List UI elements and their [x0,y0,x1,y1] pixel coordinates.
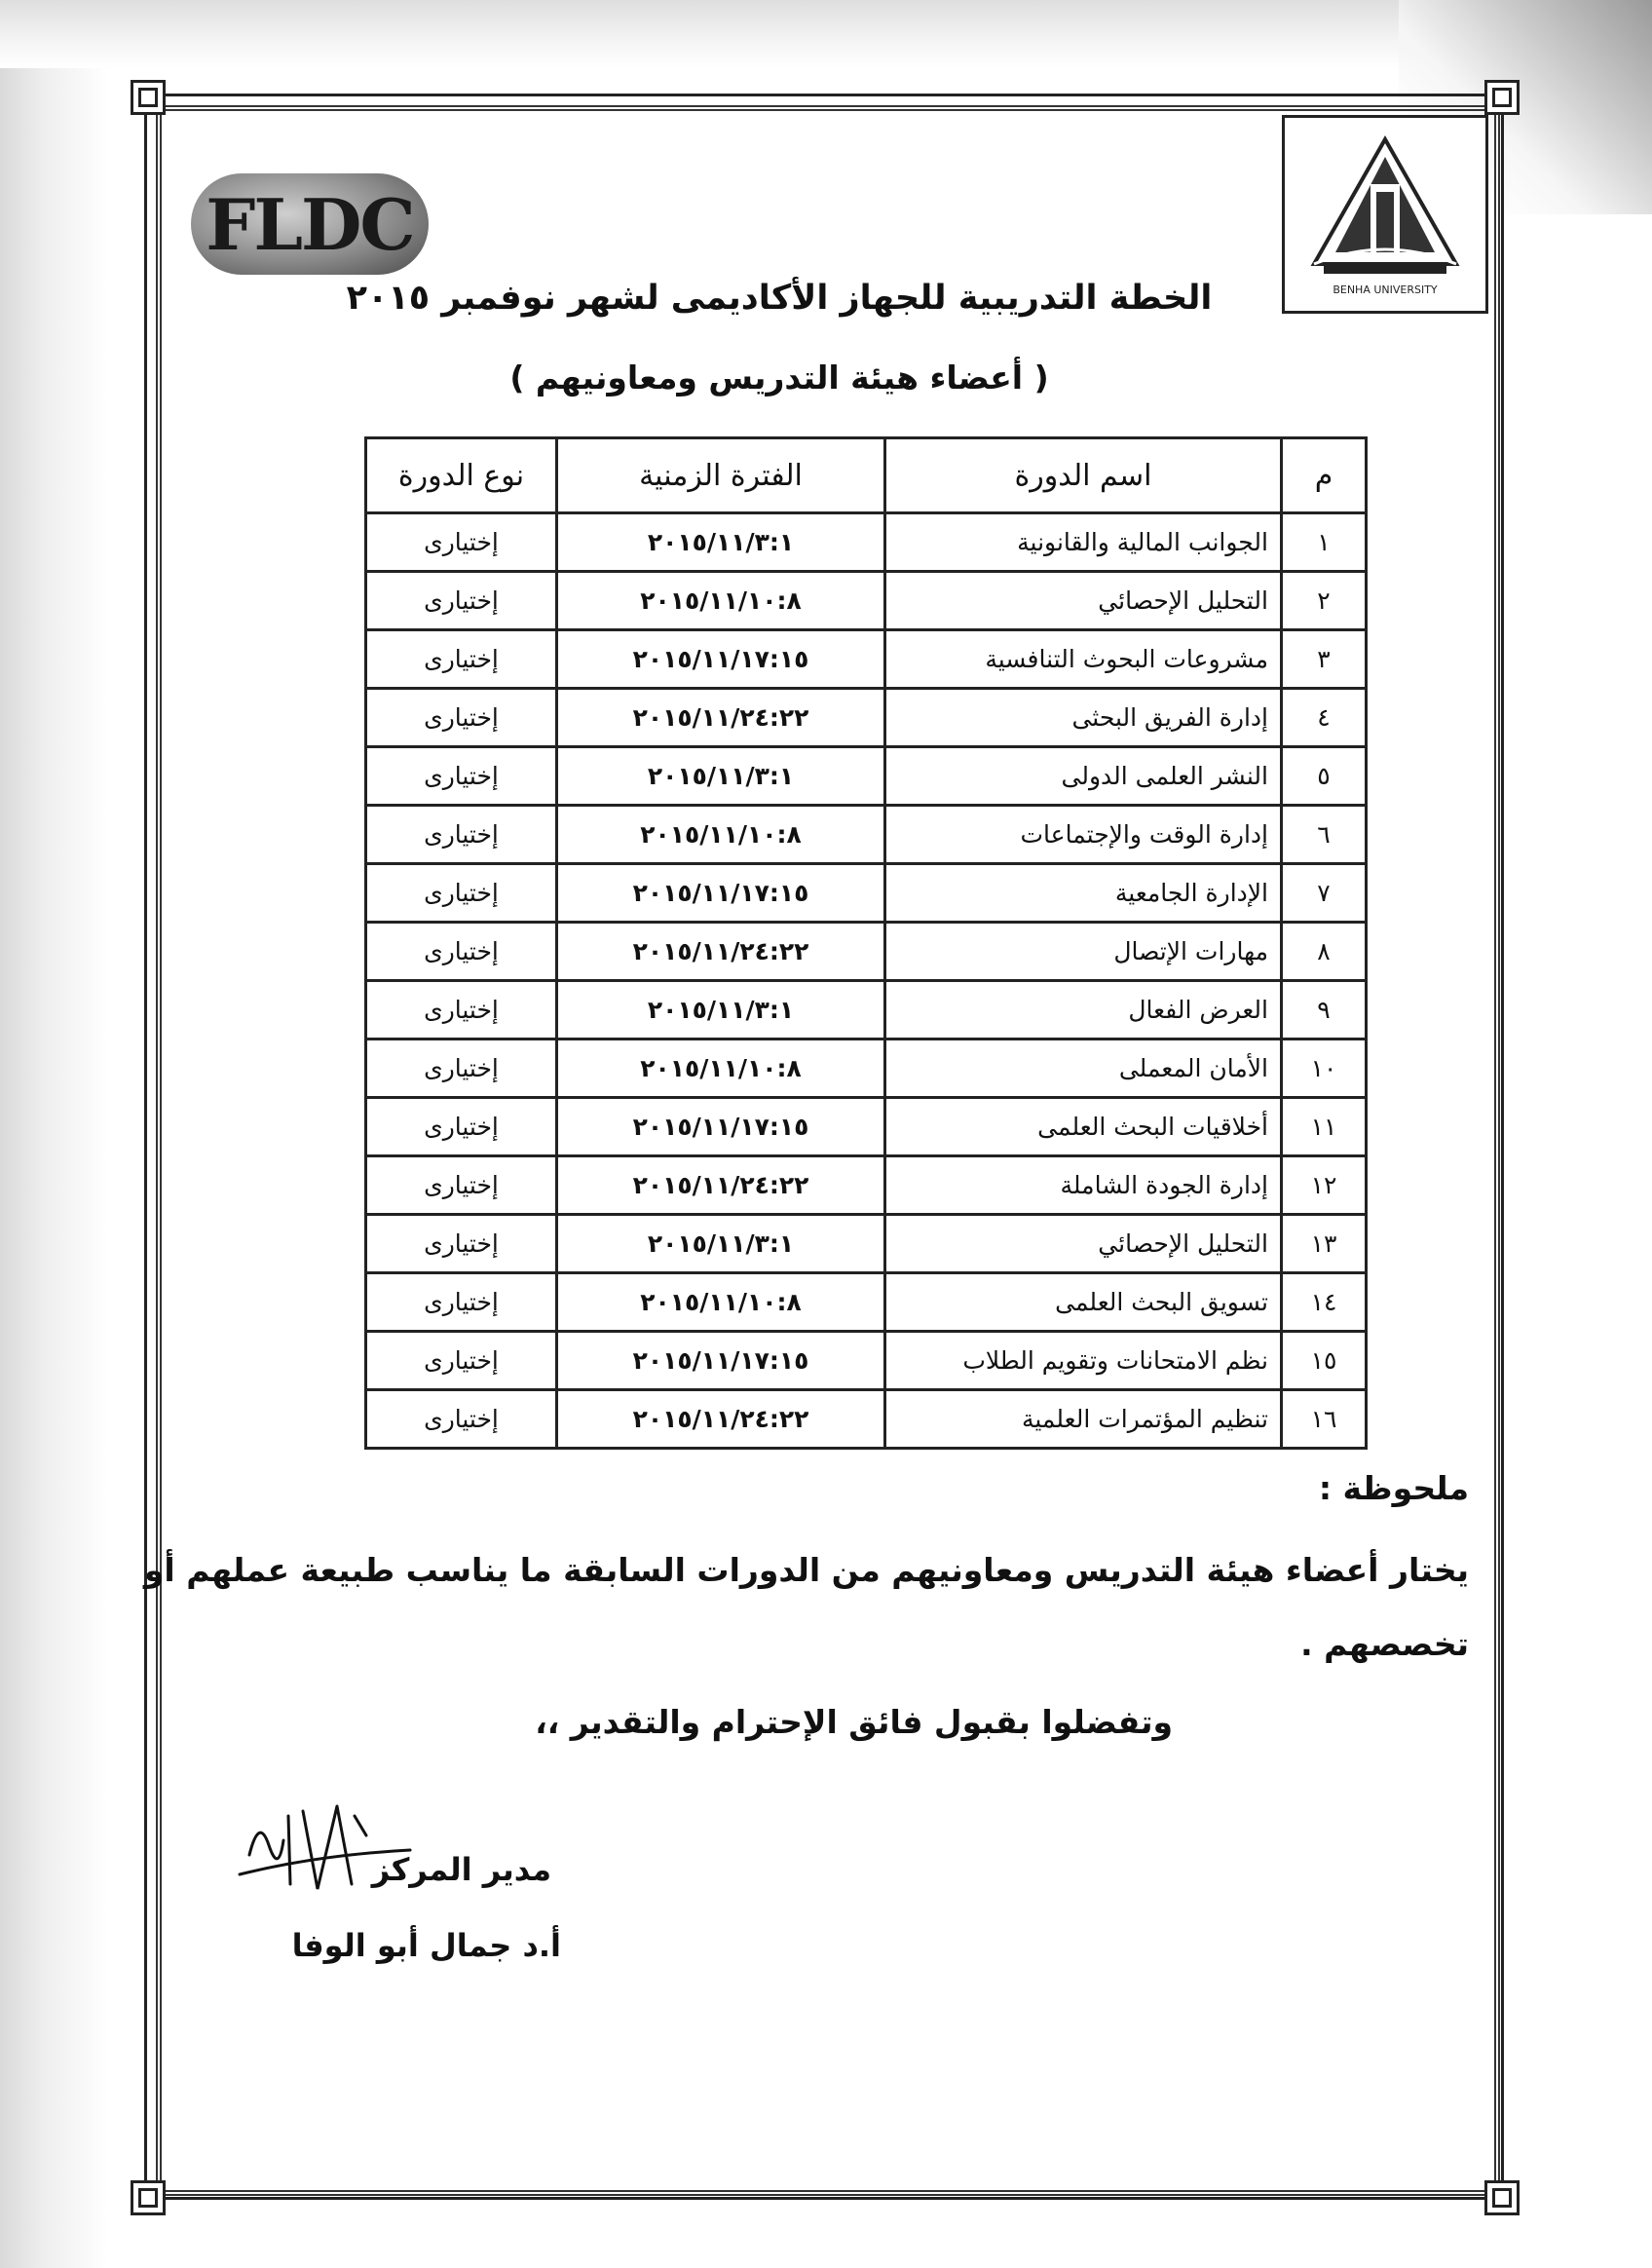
cell-number: ٢ [1282,572,1367,630]
cell-number: ٧ [1282,864,1367,923]
cell-number: ٩ [1282,981,1367,1040]
note-line-1: يختار أعضاء هيئة التدريس ومعاونيهم من الدورات السابقة ما يناسب طبيعة عملهم أو [143,1551,1469,1589]
cell-course-name: أخلاقيات البحث العلمى [885,1098,1282,1156]
courses-table-body [366,513,1367,1449]
cell-course-type: إختيارى [366,923,557,981]
cell-period: ٢٠١٥/١١/١٧:١٥ [557,630,885,689]
table-row [366,1040,1367,1098]
border-corner-top-right [1484,80,1520,115]
cell-number: ٤ [1282,689,1367,747]
cell-number: ٨ [1282,923,1367,981]
table-row [366,923,1367,981]
table-row [366,1215,1367,1273]
table-row [366,806,1367,864]
border-corner-bottom-right [1484,2180,1520,2215]
cell-course-name: التحليل الإحصائي [885,1215,1282,1273]
courses-table [364,436,1368,1450]
cell-course-type: إختيارى [366,1098,557,1156]
svg-text:BENHA UNIVERSITY: BENHA UNIVERSITY [1333,284,1438,296]
cell-course-type: إختيارى [366,1273,557,1332]
cell-number: ١٠ [1282,1040,1367,1098]
cell-number: ١١ [1282,1098,1367,1156]
cell-period: ٢٠١٥/١١/١٠:٨ [557,1040,885,1098]
fldc-logo [191,173,429,275]
note-line-2: تخصصهم . [1300,1625,1469,1663]
cell-number: ١٤ [1282,1273,1367,1332]
cell-course-name: النشر العلمى الدولى [885,747,1282,806]
col-header-number: م [1282,438,1367,513]
cell-period: ٢٠١٥/١١/١٧:١٥ [557,1332,885,1390]
cell-course-name: العرض الفعال [885,981,1282,1040]
cell-course-type: إختيارى [366,981,557,1040]
cell-period: ٢٠١٥/١١/١٠:٨ [557,806,885,864]
cell-number: ١٢ [1282,1156,1367,1215]
cell-course-name: مشروعات البحوث التنافسية [885,630,1282,689]
cell-number: ١ [1282,513,1367,572]
cell-course-type: إختيارى [366,1040,557,1098]
cell-number: ١٣ [1282,1215,1367,1273]
cell-number: ٦ [1282,806,1367,864]
cell-course-name: مهارات الإتصال [885,923,1282,981]
cell-course-name: الأمان المعملى [885,1040,1282,1098]
cell-course-type: إختيارى [366,1390,557,1449]
cell-course-type: إختيارى [366,689,557,747]
table-row [366,1390,1367,1449]
cell-number: ٣ [1282,630,1367,689]
cell-period: ٢٠١٥/١١/١٧:١٥ [557,1098,885,1156]
table-header-row [366,438,1367,513]
col-header-period: الفترة الزمنية [557,438,885,513]
cell-course-type: إختيارى [366,747,557,806]
cell-course-type: إختيارى [366,630,557,689]
note-label: ملحوظة : [1318,1469,1469,1507]
cell-number: ٥ [1282,747,1367,806]
table-row [366,630,1367,689]
cell-course-type: إختيارى [366,1215,557,1273]
col-header-course-type: نوع الدورة [366,438,557,513]
closing-text: وتفضلوا بقبول فائق الإحترام والتقدير ،، [535,1703,1173,1741]
cell-course-type: إختيارى [366,1332,557,1390]
scan-shadow-left [0,0,107,2268]
cell-course-name: تنظيم المؤتمرات العلمية [885,1390,1282,1449]
cell-course-name: الجوانب المالية والقانونية [885,513,1282,572]
cell-period: ٢٠١٥/١١/١٠:٨ [557,1273,885,1332]
cell-course-name: الإدارة الجامعية [885,864,1282,923]
cell-course-name: نظم الامتحانات وتقويم الطلاب [885,1332,1282,1390]
table-row [366,572,1367,630]
table-row [366,981,1367,1040]
table-row [366,864,1367,923]
cell-course-name: إدارة الجودة الشاملة [885,1156,1282,1215]
cell-course-name: التحليل الإحصائي [885,572,1282,630]
cell-period: ٢٠١٥/١١/٢٤:٢٢ [557,1156,885,1215]
cell-period: ٢٠١٥/١١/٢٤:٢٢ [557,1390,885,1449]
page-title: الخطة التدريبية للجهاز الأكاديمى لشهر نوفمبر ٢٠١٥ [346,279,1213,318]
benha-university-logo [1282,115,1488,314]
table-row [366,1332,1367,1390]
col-header-course-name: اسم الدورة [885,438,1282,513]
cell-number: ١٥ [1282,1332,1367,1390]
table-row [366,747,1367,806]
fldc-logo-text: FLDC [206,182,414,266]
cell-number: ١٦ [1282,1390,1367,1449]
table-row [366,1273,1367,1332]
page-subtitle: ( أعضاء هيئة التدريس ومعاونيهم ) [509,359,1049,397]
cell-period: ٢٠١٥/١١/٣:١ [557,981,885,1040]
signature-role: مدير المركز [371,1851,551,1888]
university-emblem-icon [1285,118,1485,311]
cell-course-type: إختيارى [366,806,557,864]
cell-period: ٢٠١٥/١١/٣:١ [557,747,885,806]
border-corner-top-left [131,80,166,115]
cell-period: ٢٠١٥/١١/٢٤:٢٢ [557,923,885,981]
cell-period: ٢٠١٥/١١/١٠:٨ [557,572,885,630]
table-row [366,1098,1367,1156]
cell-period: ٢٠١٥/١١/١٧:١٥ [557,864,885,923]
cell-period: ٢٠١٥/١١/٢٤:٢٢ [557,689,885,747]
signature-name: أ.د جمال أبو الوفا [291,1927,561,1964]
cell-course-type: إختيارى [366,572,557,630]
cell-course-name: إدارة الوقت والإجتماعات [885,806,1282,864]
cell-period: ٢٠١٥/١١/٣:١ [557,513,885,572]
table-row [366,513,1367,572]
cell-course-name: تسويق البحث العلمى [885,1273,1282,1332]
cell-course-name: إدارة الفريق البحثى [885,689,1282,747]
table-row [366,1156,1367,1215]
cell-course-type: إختيارى [366,1156,557,1215]
cell-period: ٢٠١٥/١١/٣:١ [557,1215,885,1273]
cell-course-type: إختيارى [366,864,557,923]
cell-course-type: إختيارى [366,513,557,572]
border-corner-bottom-left [131,2180,166,2215]
table-row [366,689,1367,747]
